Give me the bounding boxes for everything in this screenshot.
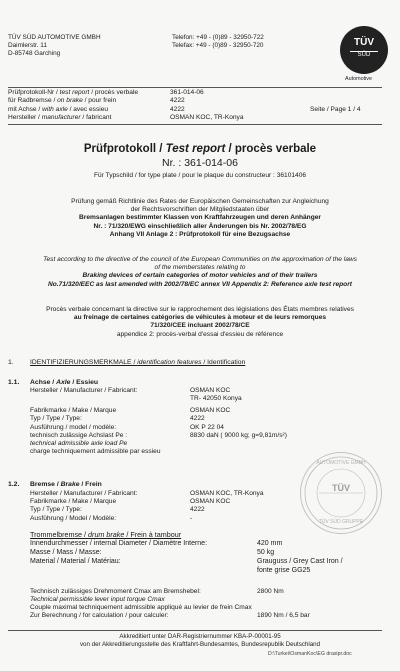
section-1-1-number: 1.1.	[8, 379, 20, 386]
page-number: Seite / Page 1 / 4	[310, 105, 361, 113]
brake-row: Hersteller / Manufacturer / Fabricant: OSMAN KOC, TR-Konya	[30, 490, 264, 497]
drum-details	[30, 540, 380, 576]
section-1-2-number: 1.2.	[8, 481, 20, 488]
axle-row: Fabrikmarke / Make / Marque OSMAN KOC	[30, 407, 231, 415]
stamp-top-text: AUTOMOTIVE GMBH	[316, 460, 366, 466]
accreditation-line-1: Akkreditiert unter DAR-Registriernummer KBA-P-00001-95	[119, 633, 281, 640]
telephone: Telefon: +49 - (0)89 - 32950-722	[172, 34, 264, 41]
report-number: 361-014-06	[170, 89, 204, 96]
stamp-bottom-text: TÜV SÜD GRUPPE	[318, 519, 364, 525]
file-path: D:\Turkei\OsmanKoc\EG drasipr.doc	[268, 651, 352, 657]
logo-caption: Automotive	[345, 76, 372, 82]
company-city: D-85748 Garching	[8, 50, 61, 57]
brake-row: Typ / Type / Type: 4222	[30, 506, 205, 514]
telefax: Telefax: +49 - (0)89 - 32950-720	[172, 42, 264, 49]
french-directive-block: Procès verbale concernant la directive sur le rapprochement des législations des États membres relatives au freinage de certaines catégories de véhicules à moteur et de leurs remorques 71/320/CEE incluant 2002/78/CE appendice 2: procès-verbal d'essai d'essieu de référence	[46, 306, 354, 338]
drum-row: Innendurchmesser / internal Diameter / Diamètre Interne: 420 mm	[30, 540, 283, 547]
certification-stamp	[300, 452, 382, 534]
german-directive-block: Prüfung gemäß Richtlinie des Rates der Europäischen Gemeinschaften zur Angleichung der Rechtsvorschriften der Mitgliedstaaten über Bremsanlagen bestimmter Klassen von Kraftfahrzeugen und deren Anhänger Nr. : 71/320/EWG einschließlich aller Änderungen bis Nr. 2002/78/EG Anhang VII Anlage 2 : Prüfprotokoll für eine Bezugsachse	[71, 198, 329, 238]
drum-row: Material / Material / Matériau: Grauguss / Grey Cast Iron /	[30, 558, 343, 565]
manufacturer-name: OSMAN KOC, TR-Konya	[170, 114, 244, 122]
tuv-logo	[340, 26, 388, 74]
logo-mid-text: SÜD	[350, 51, 378, 60]
contact-numbers	[172, 34, 264, 50]
type-plate-line: Für Typschild / for type plate / pour le plaque du constructeur : 36101406	[93, 172, 307, 179]
axle-row: TR- 42050 Konya	[190, 395, 242, 403]
drum-brake-title: Trommelbremse / drum brake / Frein à tambour	[30, 530, 182, 539]
brake-row: Ausführung / Model / Modèle: -	[30, 514, 193, 522]
meta-block	[8, 89, 382, 123]
brake-row: Fabrikmarke / Make / Marque OSMAN KOC	[30, 498, 231, 506]
axle-details	[30, 387, 380, 456]
torque-row: Couple maximal techniquement admissible appliqué au levier de frein Cmax	[30, 604, 252, 611]
axle-row: technisch zulässige Achslast Pe : 8830 daN ( 9000 kg; g=9,81m/s²)	[30, 431, 287, 439]
section-1-1-title: Achse / Axle / Essieu	[30, 379, 99, 386]
meta-manufacturer-row: Hersteller / manufacturer / fabricant OSMAN KOC, TR-Konya	[8, 114, 244, 122]
drum-row: Masse / Mass / Masse: 50 kg	[30, 549, 275, 556]
stamp-center-text: TÜV	[332, 483, 350, 493]
axle-row: Typ / Type / Type: 4222	[30, 415, 205, 423]
section-1-number: 1.	[8, 359, 14, 366]
brake-type: 4222	[170, 97, 185, 105]
meta-report-row: Prüfprotokoll-Nr / test report / procès verbale 361-014-06	[8, 89, 204, 96]
section-1-2-title: Bremse / Brake / Frein	[30, 481, 102, 488]
company-address	[8, 34, 101, 58]
torque-row: Technical permissible lever input torque Cmax	[30, 596, 165, 603]
section-1-title: IDENTIFIZIERUNGSMERKMALE / identification features / Identification	[30, 359, 246, 366]
torque-details	[30, 588, 380, 620]
meta-brake-row: für Radbremse / on brake / pour frein 4222	[8, 97, 185, 105]
header-rule	[8, 87, 382, 88]
drum-row: fonte grise GG25	[257, 567, 311, 574]
axle-row: technical admissible axle load Pe	[30, 439, 128, 447]
axle-row: charge techniquement admissible par essieu	[30, 448, 161, 456]
accreditation-line-2: von der Akkreditierungsstelle des Kraftfahrt-Bundesamtes, Bundesrepublik Deutschland	[79, 641, 321, 648]
meta-axle-row: mit Achse / with axle / avec essieu 4222 Seite / Page 1 / 4	[8, 105, 361, 113]
company-street: Daimlerstr. 11	[8, 42, 47, 49]
axle-row: Hersteller / Manufacturer / Fabricant: OSMAN KOC	[30, 387, 231, 394]
axle-type: 4222	[170, 105, 185, 113]
torque-row: Zur Berechnung / for calculation / pour calculer: 1890 Nm / 6,5 bar	[30, 612, 310, 619]
english-directive-block: Test according to the directive of the council of the European Communities on the approximation of the laws of the memberstates relating to Braking devices of certain categories of motor vehicles and of their trailers No.71/320/EEC as last amended with 2002/78/EC annex VII Appendix 2: Reference axle test report	[43, 256, 357, 288]
logo-top-text: TÜV	[354, 37, 374, 48]
report-title: Prüfprotokoll / Test report / procès verbale	[83, 143, 317, 155]
footer-rule	[8, 630, 382, 631]
meta-rule	[8, 124, 382, 125]
report-number-title: Nr. : 361-014-06	[162, 157, 238, 169]
torque-row: Technisch zulässiges Drehmoment Cmax am Bremshebel: 2800 Nm	[30, 588, 284, 595]
company-name: TÜV SÜD AUTOMOTIVE GMBH	[8, 34, 101, 41]
axle-row: Ausführung / model / modèle: OK P 22 04	[30, 423, 224, 431]
